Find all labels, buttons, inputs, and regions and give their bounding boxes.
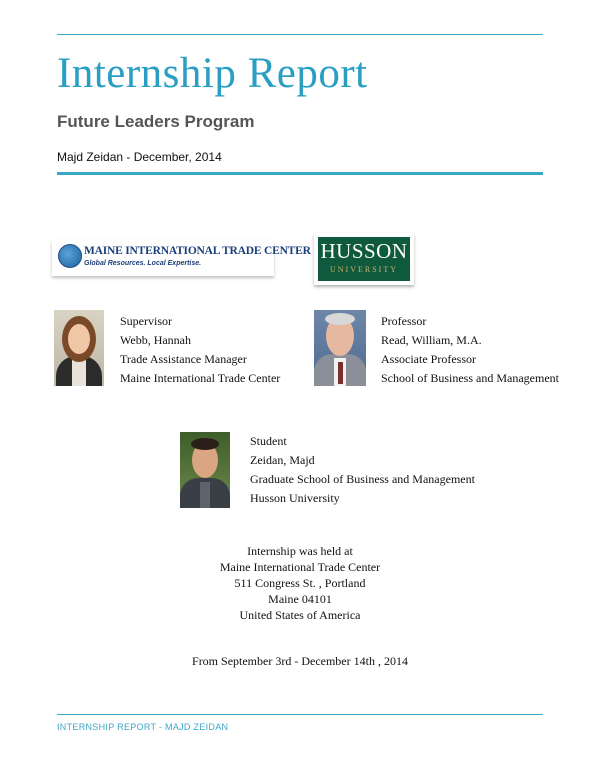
supervisor-info (120, 312, 280, 388)
professor-info (381, 312, 559, 388)
student-info (250, 432, 475, 508)
professor-title: Associate Professor (381, 352, 476, 366)
supervisor-org: Maine International Trade Center (120, 371, 281, 385)
internship-location (0, 543, 600, 623)
husson-logo-sub: UNIVERSITY (330, 265, 398, 274)
professor-photo (314, 310, 366, 386)
location-line: United States of America (239, 608, 361, 622)
footer-rule (57, 714, 543, 715)
professor-org: School of Business and Management (381, 371, 559, 385)
top-rule (57, 34, 543, 35)
husson-logo (314, 233, 414, 285)
student-photo (180, 432, 230, 508)
report-title: Internship Report (57, 50, 368, 97)
supervisor-photo (54, 310, 104, 386)
author-date-line: Majd Zeidan - December, 2014 (57, 150, 222, 164)
location-line: Maine 04101 (268, 592, 332, 606)
globe-icon (58, 244, 82, 268)
mitc-logo-name: MAINE INTERNATIONAL TRADE CENTER (84, 245, 311, 257)
location-line: 511 Congress St. , Portland (234, 576, 366, 590)
supervisor-name: Webb, Hannah (120, 333, 192, 347)
location-line: Maine International Trade Center (219, 560, 381, 574)
supervisor-role: Supervisor (120, 314, 172, 328)
husson-logo-name: HUSSON (320, 239, 408, 263)
mitc-logo (52, 240, 311, 276)
internship-dates: From September 3rd - December 14th , 2014 (192, 654, 408, 668)
header-divider (57, 172, 543, 175)
location-line: Internship was held at (247, 544, 353, 558)
mitc-logo-tagline: Global Resources. Local Expertise. (84, 260, 202, 267)
supervisor-title: Trade Assistance Manager (120, 352, 247, 366)
professor-name: Read, William, M.A. (381, 333, 482, 347)
page-footer: INTERNSHIP REPORT - MAJD ZEIDAN (57, 722, 229, 732)
professor-role: Professor (381, 314, 427, 328)
student-program: Graduate School of Business and Management (250, 472, 475, 486)
report-subtitle: Future Leaders Program (57, 112, 255, 131)
student-role: Student (250, 434, 287, 448)
student-name: Zeidan, Majd (250, 453, 315, 467)
student-org: Husson University (250, 491, 340, 505)
